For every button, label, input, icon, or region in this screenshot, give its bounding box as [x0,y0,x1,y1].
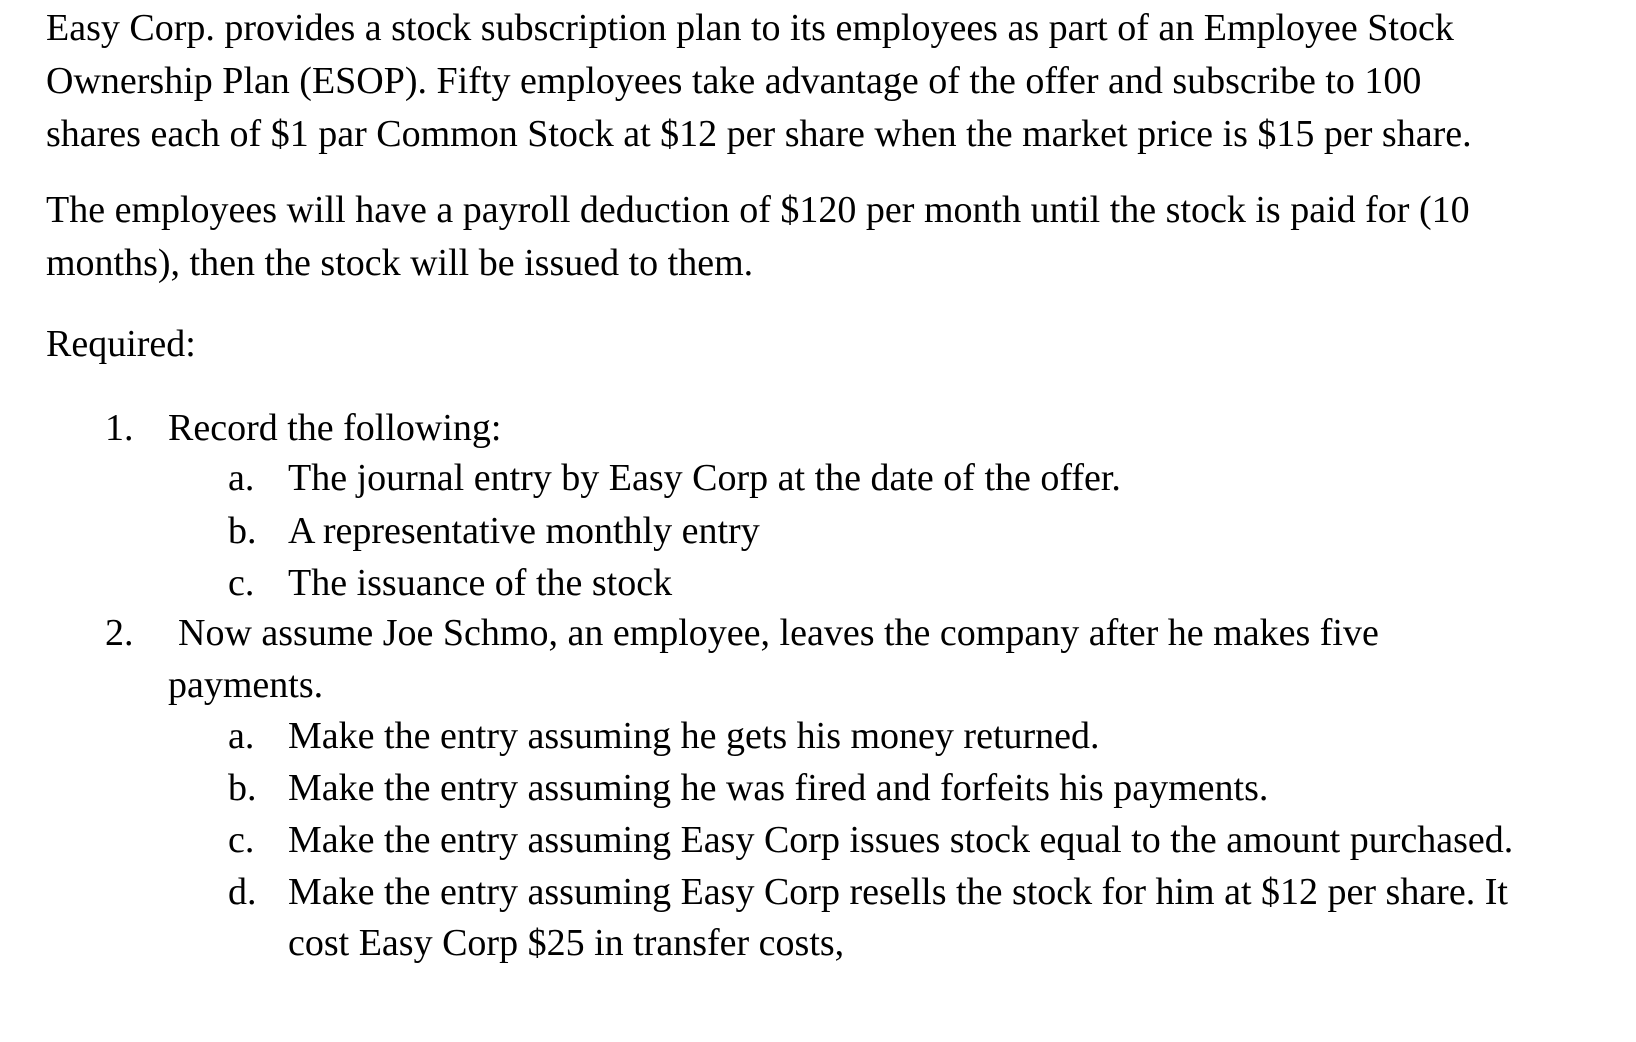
sub-item-letter: a. [228,715,255,757]
sub-item-letter: b. [228,510,257,552]
list-item-number: 1. [105,407,134,449]
payroll-paragraph [46,184,1470,290]
sub-item-letter: c. [228,819,255,861]
intro-paragraph [46,2,1472,161]
sub-item-text: Make the entry assuming Easy Corp resells the stock for him at $12 per share. It [288,871,1508,913]
sub-item-letter: a. [228,457,255,499]
required-heading: Required: [46,323,196,365]
intro-line: Easy Corp. provides a stock subscription plan to its employees as part of an Employee Stock [46,7,1454,49]
intro-line: Ownership Plan (ESOP). Fifty employees take advantage of the offer and subscribe to 100 [46,60,1422,102]
intro-line: shares each of $1 par Common Stock at $12 per share when the market price is $15 per share. [46,113,1472,155]
sub-item-letter: c. [228,562,255,604]
list-item-text: Record the following: [168,407,502,449]
payroll-line: months), then the stock will be issued to them. [46,242,754,284]
sub-item-text: A representative monthly entry [288,510,760,552]
sub-item-text: Make the entry assuming he gets his money returned. [288,715,1100,757]
sub-item-text: The journal entry by Easy Corp at the date of the offer. [288,457,1121,499]
sub-item-text: The issuance of the stock [288,562,673,604]
sub-item-letter: b. [228,767,257,809]
list-item-number: 2. [105,612,134,654]
sub-item-text: Make the entry assuming he was fired and forfeits his payments. [288,767,1269,809]
list-item-text: payments. [168,664,324,706]
payroll-line: The employees will have a payroll deduction of $120 per month until the stock is paid for (10 [46,189,1470,231]
sub-item-text: Make the entry assuming Easy Corp issues stock equal to the amount purchased. [288,819,1514,861]
sub-item-text: cost Easy Corp $25 in transfer costs, [288,922,845,964]
list-item-text: Now assume Joe Schmo, an employee, leaves the company after he makes five [178,612,1379,654]
sub-item-letter: d. [228,871,257,913]
